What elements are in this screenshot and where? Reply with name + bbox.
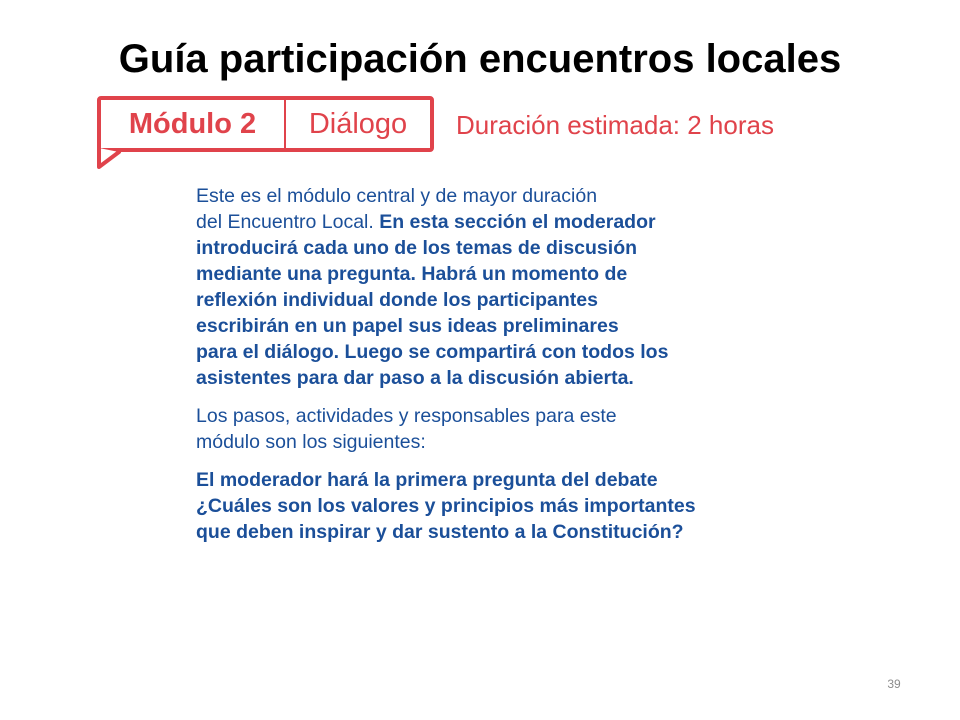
module-name-label: Diálogo: [308, 108, 408, 140]
intro-line: Este es el módulo central y de mayor duración: [196, 185, 598, 207]
intro-emphasis: para el diálogo. Luego se compartirá con todos los: [196, 341, 669, 363]
duration-label: Duración estimada: 2 horas: [456, 110, 774, 140]
intro-paragraph: [196, 183, 756, 391]
steps-paragraph: [196, 403, 756, 455]
intro-emphasis: reflexión individual donde los participantes: [196, 289, 598, 311]
question-line: ¿Cuáles son los valores y principios más importantes: [196, 495, 696, 517]
intro-emphasis: escribirán en un papel sus ideas preliminares: [196, 315, 619, 337]
page-number: 39: [887, 677, 901, 691]
module-description: [196, 183, 756, 557]
intro-emphasis: En esta sección el moderador: [379, 211, 656, 233]
question-line: que deben inspirar y dar sustento a la Constitución?: [196, 521, 684, 543]
question-line: El moderador hará la primera pregunta del debate: [196, 469, 658, 491]
slide-title: Guía participación encuentros locales: [118, 37, 842, 81]
steps-line: Los pasos, actividades y responsables para este: [196, 405, 617, 427]
module-badge: [97, 96, 434, 152]
intro-line: del Encuentro Local.: [196, 211, 374, 233]
first-question-paragraph: [196, 467, 756, 545]
module-number-label: Módulo 2: [128, 108, 257, 140]
intro-emphasis: introducirá cada uno de los temas de discusión: [196, 237, 638, 259]
intro-emphasis: mediante una pregunta. Habrá un momento de: [196, 263, 628, 285]
speech-bubble-tail-icon: [95, 148, 125, 172]
intro-emphasis: asistentes para dar paso a la discusión abierta.: [196, 367, 634, 389]
steps-line: módulo son los siguientes:: [196, 431, 426, 453]
